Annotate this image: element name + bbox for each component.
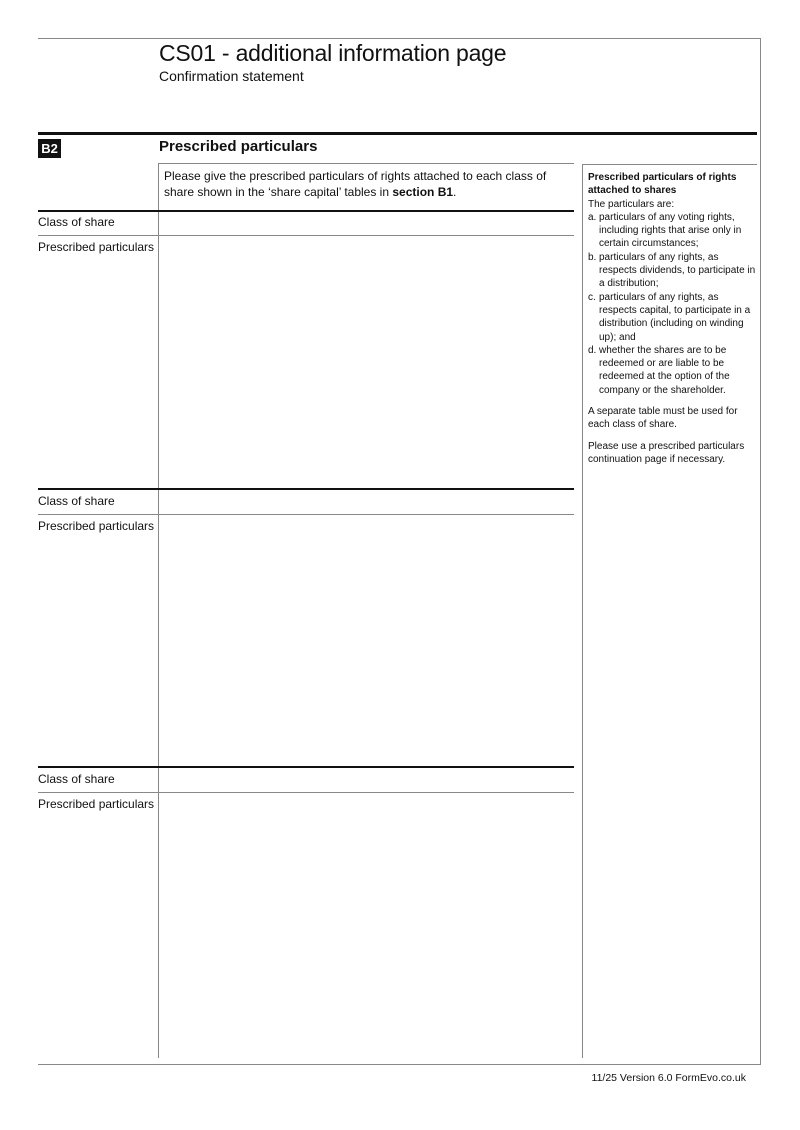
class-of-share-input-3[interactable] — [160, 768, 574, 791]
guidance-lead: The particulars are: — [588, 198, 675, 210]
guidance-marker: b. — [588, 251, 597, 263]
section-title: Prescribed particulars — [159, 138, 318, 155]
class-of-share-label-2: Class of share — [38, 494, 115, 508]
prescribed-particulars-label-2: Prescribed particulars — [38, 519, 155, 533]
prescribed-particulars-label-3: Prescribed particulars — [38, 797, 155, 811]
top-border — [38, 38, 761, 39]
bottom-border — [38, 1064, 761, 1065]
prescribed-particulars-input-2[interactable] — [160, 516, 574, 766]
class-of-share-input-1[interactable] — [160, 212, 574, 235]
intro-instructions — [164, 168, 569, 200]
guidance-item-text: whether the shares are to be redeemed or are liable to be redeemed at the option of the company or the shareholder. — [599, 344, 730, 396]
guidance-marker: a. — [588, 211, 597, 223]
class-of-share-label-3: Class of share — [38, 772, 115, 786]
guidance-item-c — [588, 291, 758, 344]
version-footer: 11/25 Version 6.0 FormEvo.co.uk — [591, 1072, 746, 1084]
page-subtitle: Confirmation statement — [159, 68, 304, 84]
guidance-note-continuation: Please use a prescribed particulars continuation page if necessary. — [588, 440, 745, 465]
intro-top-rule — [158, 163, 574, 164]
intro-section-ref: section B1 — [392, 185, 454, 199]
guidance-title: Prescribed particulars of rights attached to shares — [588, 172, 737, 197]
section-rule — [38, 132, 757, 135]
prescribed-particulars-label-1: Prescribed particulars — [38, 240, 155, 254]
row2-class-bottom-rule — [38, 514, 574, 515]
guidance-left-rule — [582, 164, 583, 1058]
right-border — [760, 38, 761, 1065]
guidance-list — [588, 211, 758, 397]
guidance-item-d — [588, 344, 758, 397]
prescribed-particulars-input-1[interactable] — [160, 237, 574, 487]
guidance-marker: c. — [588, 291, 596, 303]
guidance-item-text: particulars of any rights, as respects capital, to participate in a distribution (including on winding up); and — [599, 291, 751, 343]
guidance-item-text: particulars of any rights, as respects dividends, to participate in a distribution; — [599, 251, 756, 290]
form-left-rule — [158, 210, 159, 1058]
intro-left-rule — [158, 163, 159, 210]
class-of-share-input-2[interactable] — [160, 490, 574, 513]
class-of-share-label-1: Class of share — [38, 215, 115, 229]
intro-text: Please give the prescribed particulars of rights attached to each class of share shown in the ‘share capital’ tables in — [164, 169, 547, 199]
guidance-item-text: particulars of any voting rights, including rights that arise only in certain circumstances; — [599, 211, 742, 250]
guidance-note-separate-table: A separate table must be used for each class of share. — [588, 406, 738, 431]
prescribed-particulars-input-3[interactable] — [160, 794, 574, 1056]
row1-class-bottom-rule — [38, 235, 574, 236]
intro-end: . — [453, 185, 457, 199]
guidance-top-rule — [583, 164, 757, 165]
guidance-marker: d. — [588, 344, 597, 356]
guidance-panel — [588, 171, 758, 466]
guidance-item-b — [588, 251, 758, 291]
section-badge: B2 — [38, 139, 61, 158]
guidance-item-a — [588, 211, 758, 251]
page-title: CS01 - additional information page — [159, 40, 507, 66]
row3-class-bottom-rule — [38, 792, 574, 793]
